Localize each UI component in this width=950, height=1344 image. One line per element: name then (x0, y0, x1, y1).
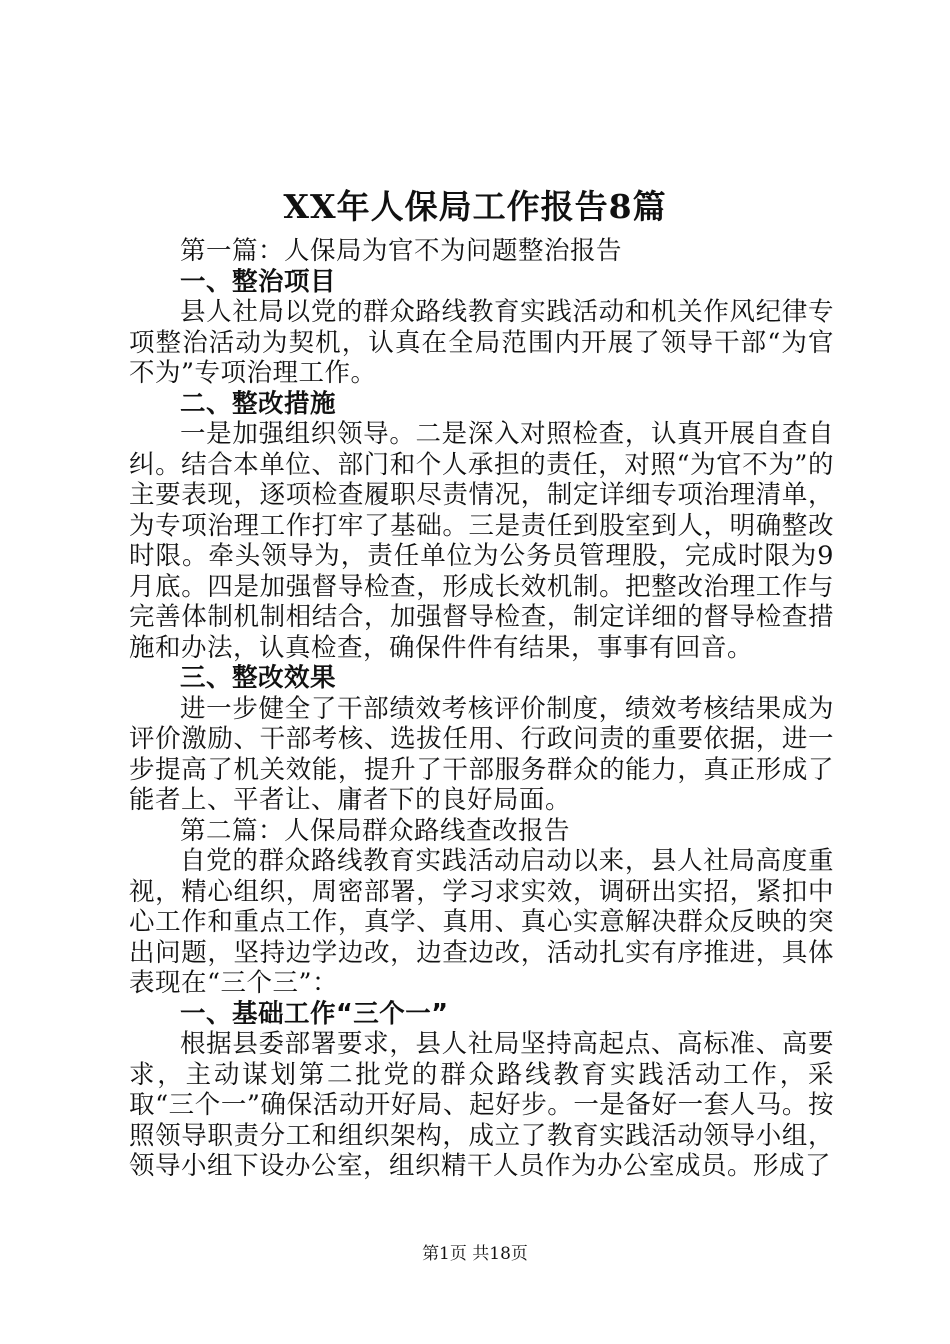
body-paragraph: 根据县委部署要求，县人社局坚持高起点、高标准、高要求，主动谋划第二批党的群众路线教育实践活动工作，采取“三个一”确保活动开好局、起好步。一是备好一套人马。按照领导职责分工和组织架构，成立了教育实践活动领导小组，领导小组下设办公室，组织精干人员作为办公室成员。形成了 (129, 1029, 834, 1181)
body-paragraph: 一是加强组织领导。二是深入对照检查，认真开展自查自纠。结合本单位、部门和个人承担的责任，对照“为官不为”的主要表现，逐项检查履职尽责情况，制定详细专项治理清单，为专项治理工作打牢了基础。三是责任到股室到人，明确整改时限。牵头领导为，责任单位为公务员管理股，完成时限为9月底。四是加强督导检查，形成长效机制。把整改治理工作与完善体制机制相结合，加强督导检查，制定详细的督导检查措施和办法，认真检查，确保件件有结果，事事有回音。 (129, 419, 834, 663)
body-paragraph: 县人社局以党的群众路线教育实践活动和机关作风纪律专项整治活动为契机，认真在全局范围内开展了领导干部“为官不为”专项治理工作。 (129, 297, 834, 388)
page-footer: 第1页 共18页 (422, 1244, 528, 1264)
section-heading: 一、基础工作“三个一” (180, 998, 449, 1029)
body-paragraph: 自党的群众路线教育实践活动启动以来，县人社局高度重视，精心组织，周密部署，学习求实效，调研出实招，紧扣中心工作和重点工作，真学、真用、真心实意解决群众反映的突出问题，坚持边学边改，边查边改，活动扎实有序推进，具体表现在“三个三”： (129, 846, 834, 998)
body-paragraph: 进一步健全了干部绩效考核评价制度，绩效考核结果成为评价激励、干部考核、选拔任用、行政问责的重要依据，进一步提高了机关效能，提升了干部服务群众的能力，真正形成了能者上、平者让、庸者下的良好局面。 (129, 693, 834, 815)
section-title: 第二篇：人保局群众路线查改报告 (180, 815, 571, 846)
section-heading: 一、整治项目 (180, 266, 337, 297)
document-body (129, 236, 834, 1182)
section-heading: 三、整改效果 (180, 663, 337, 693)
document-title: XX年人保局工作报告8篇 (283, 187, 667, 226)
section-title: 第一篇：人保局为官不为问题整治报告 (180, 236, 623, 266)
section-heading: 二、整改措施 (180, 388, 337, 419)
